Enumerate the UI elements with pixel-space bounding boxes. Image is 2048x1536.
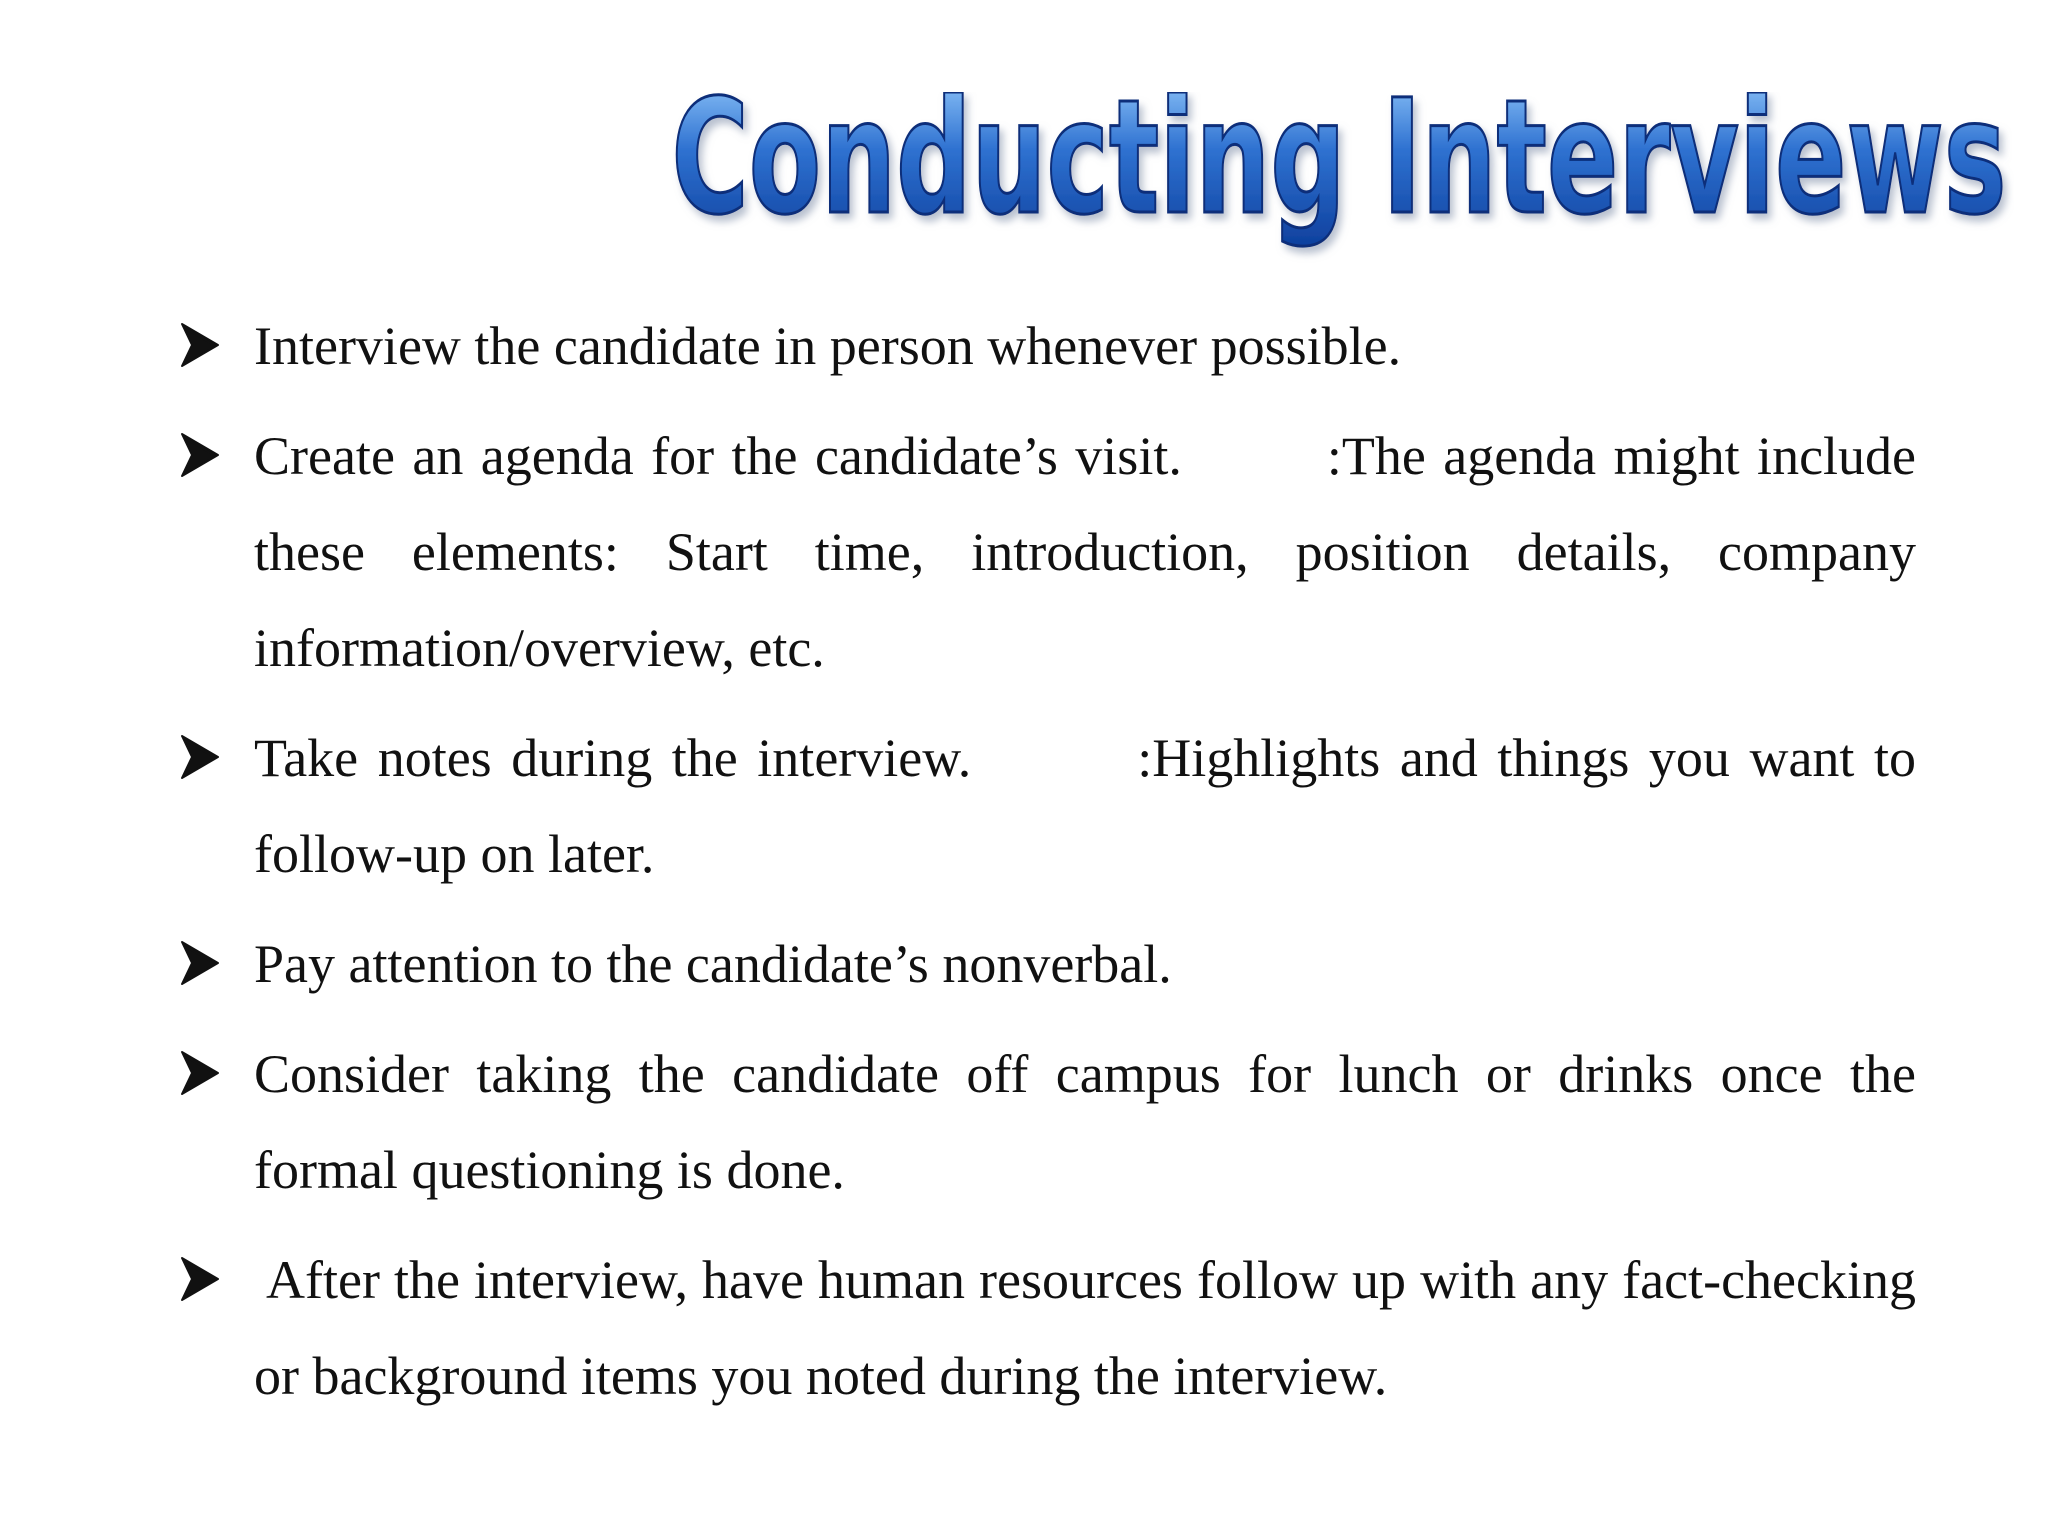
arrowhead-bullet-icon [180,733,220,781]
slide-title [664,92,2014,292]
bullet-list [180,298,1916,1438]
bullet-text: Consider taking the candidate off campus for lunch or drinks once the formal questioning is done. [254,1044,1916,1200]
slide-title-graphic [664,92,2014,292]
bullet-text: Pay attention to the candidate’s nonverbal. [254,934,1172,994]
arrowhead-bullet-icon [180,1255,220,1303]
bullet-item [180,1026,1916,1218]
bullet-item [180,916,1916,1012]
arrowhead-bullet-icon [180,939,220,987]
bullet-item [180,1232,1916,1424]
bullet-text: Take notes during the interview. [254,728,972,788]
arrowhead-bullet-icon [180,431,220,479]
bullet-item [180,298,1916,394]
bullet-text: Interview the candidate in person whenever possible. [254,316,1402,376]
bullet-item [180,408,1916,696]
arrowhead-bullet-icon [180,1049,220,1097]
bullet-detail: :The agenda might include these elements: Start time, introduction, position details, company information/overview, etc. [254,426,1917,678]
bullet-detail: :Highlights and things you want to follow-up on later. [254,728,1916,884]
bullet-item [180,710,1916,902]
slide-title-text: Conducting Interviews [671,92,2007,250]
bullet-text: After the interview, have human resources follow up with any fact-checking or background items you noted during the interview. [254,1250,1916,1406]
bullet-text: Create an agenda for the candidate’s visit. [254,426,1182,486]
arrowhead-bullet-icon [180,321,220,369]
